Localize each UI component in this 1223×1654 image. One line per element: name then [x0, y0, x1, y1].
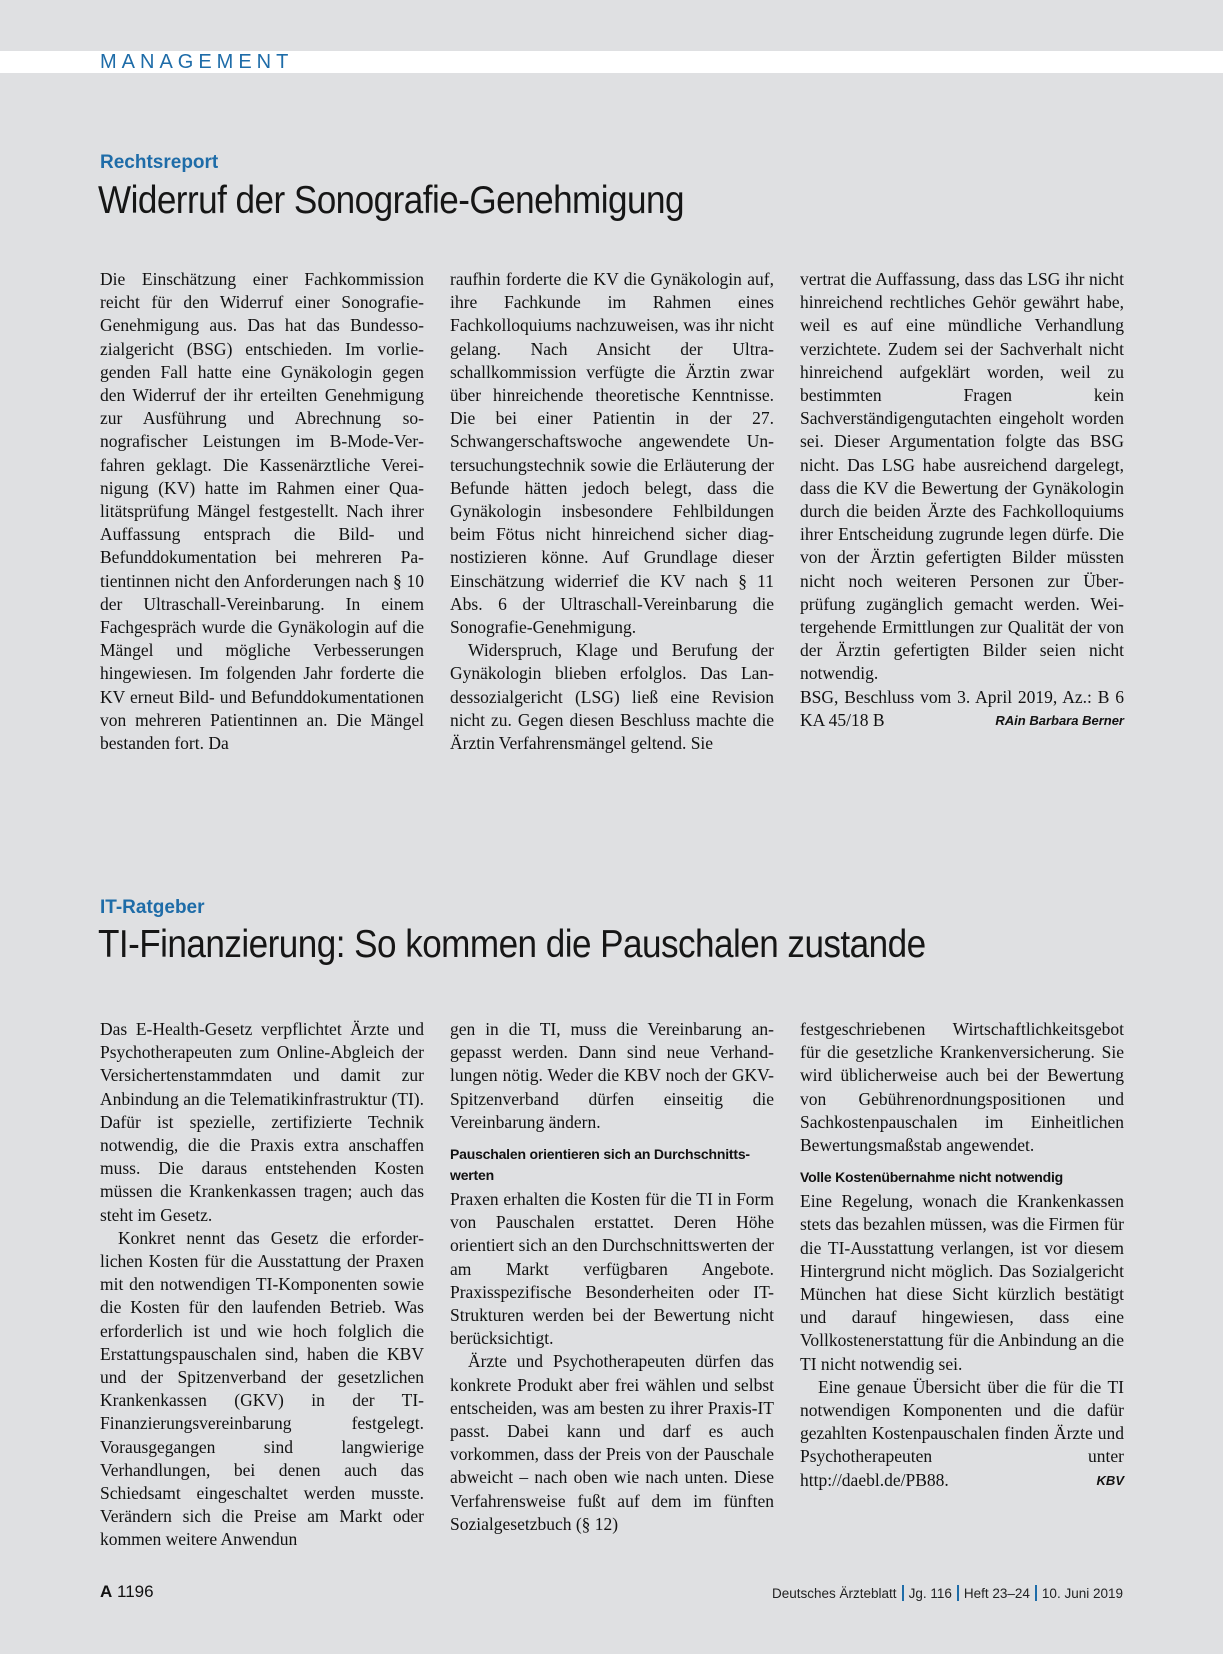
article2-column-3 [800, 1018, 1124, 1552]
paragraph: festgeschriebenen Wirtschaftlichkeitsgebot für die gesetzliche Krankenversicherung. Sie wird üblicherweise auch bei der Bewertung von Gebührenordnungspositionen und Sachkostenpauschalen im Einheitlichen Bewertungsmaßstab angewendet. [800, 1019, 1124, 1156]
article1-column-2 [450, 268, 774, 755]
journal-name: Deutsches Ärzteblatt [772, 1585, 897, 1601]
paragraph: vertrat die Auffassung, dass das LSG ihr nicht hinreichend rechtliches Gehör gewährt habe, weil es auf eine mündliche Verhandlung verzichtete. Zudem sei der Sachverhalt nicht hinreichend aufgeklärt worden, weil zu bestimmten Fragen kein Sachverständigengutachten eingeholt worden sei. Dieser Argumentation folgte das BSG nicht. Das LSG habe ausreichend dargelegt, dass die KV die Bewertung der Gynäkologin durch die beiden Ärzte des Fachkolloquiums ihrer Entscheidung zugrunde legen dürfe. Die von der Ärztin gefertigten Bilder müssten nicht noch weiteren Personen zur Überprüfung zugänglich gemacht werden. Weitergehende Ermittlungen zur Qualität der von der Ärztin gefertigten Bilder seien nicht notwendig. [800, 269, 1124, 684]
article2-column-2 [450, 1018, 774, 1552]
paragraph: Praxen erhalten die Kosten für die TI in Form von Pauschalen erstattet. Deren Höhe orientiert sich an den Durchschnittswerten der am Markt verfügbaren Angebote. Praxisspezifische Besonderheiten oder IT-Strukturen werden bei der Bewertung nicht berücksichtigt. [450, 1189, 774, 1349]
paragraph: Das E-Health-Gesetz verpflichtet Ärzte und Psychotherapeuten zum Online-Abgleich der Versichertenstammdaten und damit zur Anbindung an die Telematikinfrastruktur (TI). Dafür ist spezielle, zertifizierte Technik notwendig, die die Praxis extra anschaffen muss. Die daraus entstehenden Kosten müssen die Krankenkassen tragen; auch das steht im Gesetz. [100, 1019, 424, 1225]
page-number [100, 1582, 154, 1602]
paragraph: Konkret nennt das Gesetz die erforderlichen Kosten für die Ausstattung der Praxen mit den notwendigen TI-Komponenten sowie die Kosten für den laufenden Betrieb. Was erforderlich ist und wie hoch folglich die Erstattungspauschalen sind, haben die KBV und der Spitzenverband der gesetzlichen Krankenkassen (GKV) in der TI-Finanzierungsvereinbarung festgelegt. Vorausgegangen sind langwierige Verhandlungen, bei denen auch das Schiedsamt eingeschaltet werden musste. Verändern sich die Preise am Markt oder kommen weitere Anwendun [100, 1227, 424, 1550]
article2-column-1 [100, 1018, 424, 1552]
article1-kicker: Rechtsreport [100, 152, 219, 173]
journal-info [772, 1585, 1123, 1601]
article2-kicker: IT-Ratgeber [100, 897, 205, 918]
paragraph: gen in die TI, muss die Vereinbarung angepasst werden. Dann sind neue Verhandlungen nötig. Weder die KBV noch der GKV-Spitzenverband dürfen einseitig die Vereinbarung ändern. [450, 1019, 774, 1132]
journal-volume: Jg. 116 [908, 1585, 952, 1601]
paragraph [800, 1376, 1124, 1492]
article1-column-1 [100, 268, 424, 755]
reference-text: BSG, Beschluss vom 3. April 2019, Az.: B 6 KA 45/18 B [800, 686, 1124, 730]
page-prefix: A [100, 1582, 113, 1601]
paragraph: Eine Regelung, wonach die Krankenkassen stets das bezahlen müssen, was die Firmen für die TI-Ausstattung verlangen, ist vor diesem Hintergrund nicht möglich. Das Sozialgericht München hat diese Sicht kürzlich bestätigt und darauf hingewiesen, dass eine Vollkostenerstattung für die Anbindung an die TI nicht notwendig sei. [800, 1191, 1124, 1374]
author-signature: RAin Barbara Berner [995, 712, 1124, 728]
journal-issue: Heft 23–24 [963, 1585, 1030, 1601]
paragraph: Widerspruch, Klage und Berufung der Gynäkologin blieben erfolglos. Das Landessozialgericht (LSG) ließ eine Revision nicht zu. Gegen diesen Beschluss machte die Ärztin Verfahrensmängel geltend. Sie [450, 640, 774, 754]
article1-title: Widerruf der Sonografie-Genehmigung [98, 179, 684, 222]
page-number-value: 1196 [117, 1582, 154, 1601]
subheading: Volle Kostenübernahme nicht notwendig [800, 1169, 1064, 1186]
paragraph: Ärzte und Psychotherapeuten dürfen das konkrete Produkt aber frei wählen und selbst entscheiden, was am besten zu ihrer Praxis-IT passt. Dabei kann und darf es auch vorkommen, dass der Preis von der Pauschale abweicht – nach oben wie nach unten. Diese Verfahrensweise fußt auf dem im fünften Sozialgesetzbuch (§ 12) [450, 1351, 774, 1534]
paragraph: Die Einschätzung einer Fachkommission reicht für den Widerruf einer Sonografie-Genehmigung aus. Das hat das Bundessozialgericht (BSG) entschieden. Im vorliegenden Fall hatte eine Gynäkologin gegen den Widerruf der ihr erteilten Genehmigung zur Ausführung und Abrechnung sonografischer Leistungen im B-Mode-Verfahren geklagt. Die Kassenärztliche Vereinigung (KV) hatte im Rahmen einer Qualitätsprüfung Mängel festgestellt. Nach ihrer Auffassung entsprach die Bild- und Befunddokumentation bei mehreren Patientinnen nicht den Anforderungen nach § 10 der Ultraschall-Vereinbarung. In einem Fachgespräch wurde die Gynäkologin auf die Mängel und mögliche Verbesserungen hingewiesen. Im folgenden Jahr forderte die KV erneut Bild- und Befunddokumentationen von mehreren Patientinnen an. Die Mängel bestanden fort. Da [100, 269, 424, 754]
article1-body [100, 268, 1124, 755]
separator [957, 1585, 959, 1601]
court-reference [800, 686, 1124, 732]
paragraph-text: Eine genaue Übersicht über die für die TI notwendigen Komponenten und die dafür gezahlten Kostenpauschalen finden Ärzte und Psychotherapeuten unter http://daebl.de/PB88. [800, 1376, 1124, 1490]
article1-column-3 [800, 268, 1124, 755]
subheading: Pauschalen orientieren sich an Durchschnittswerten [450, 1146, 751, 1184]
article2-body [100, 1018, 1124, 1552]
author-signature: KBV [1096, 1472, 1124, 1488]
section-label: MANAGEMENT [100, 51, 294, 73]
separator [902, 1585, 904, 1601]
top-band [0, 0, 1223, 51]
separator [1035, 1585, 1037, 1601]
journal-date: 10. Juni 2019 [1041, 1585, 1123, 1601]
paragraph: raufhin forderte die KV die Gynäkologin auf, ihre Fachkunde im Rahmen eines Fachkolloquiums nachzuweisen, was ihr nicht gelang. Nach Ansicht der Ultraschallkommission verfügte die Ärztin zwar über hinreichende theoretische Kenntnisse. Die bei einer Patientin in der 27. Schwangerschaftswoche angewendete Untersuchungstechnik sowie die Erläuterung der Befunde hätten jedoch belegt, dass die Gynäkologin insbesondere Fehlbildungen beim Fötus nicht hinreichend sicher diagnostizieren könne. Auf Grundlage dieser Einschätzung widerrief die KV nach § 11 Abs. 6 der Ultraschall-Vereinbarung die Sonografie-Genehmigung. [450, 269, 774, 638]
article2-title: TI-Finanzierung: So kommen die Pauschalen zustande [98, 923, 926, 966]
